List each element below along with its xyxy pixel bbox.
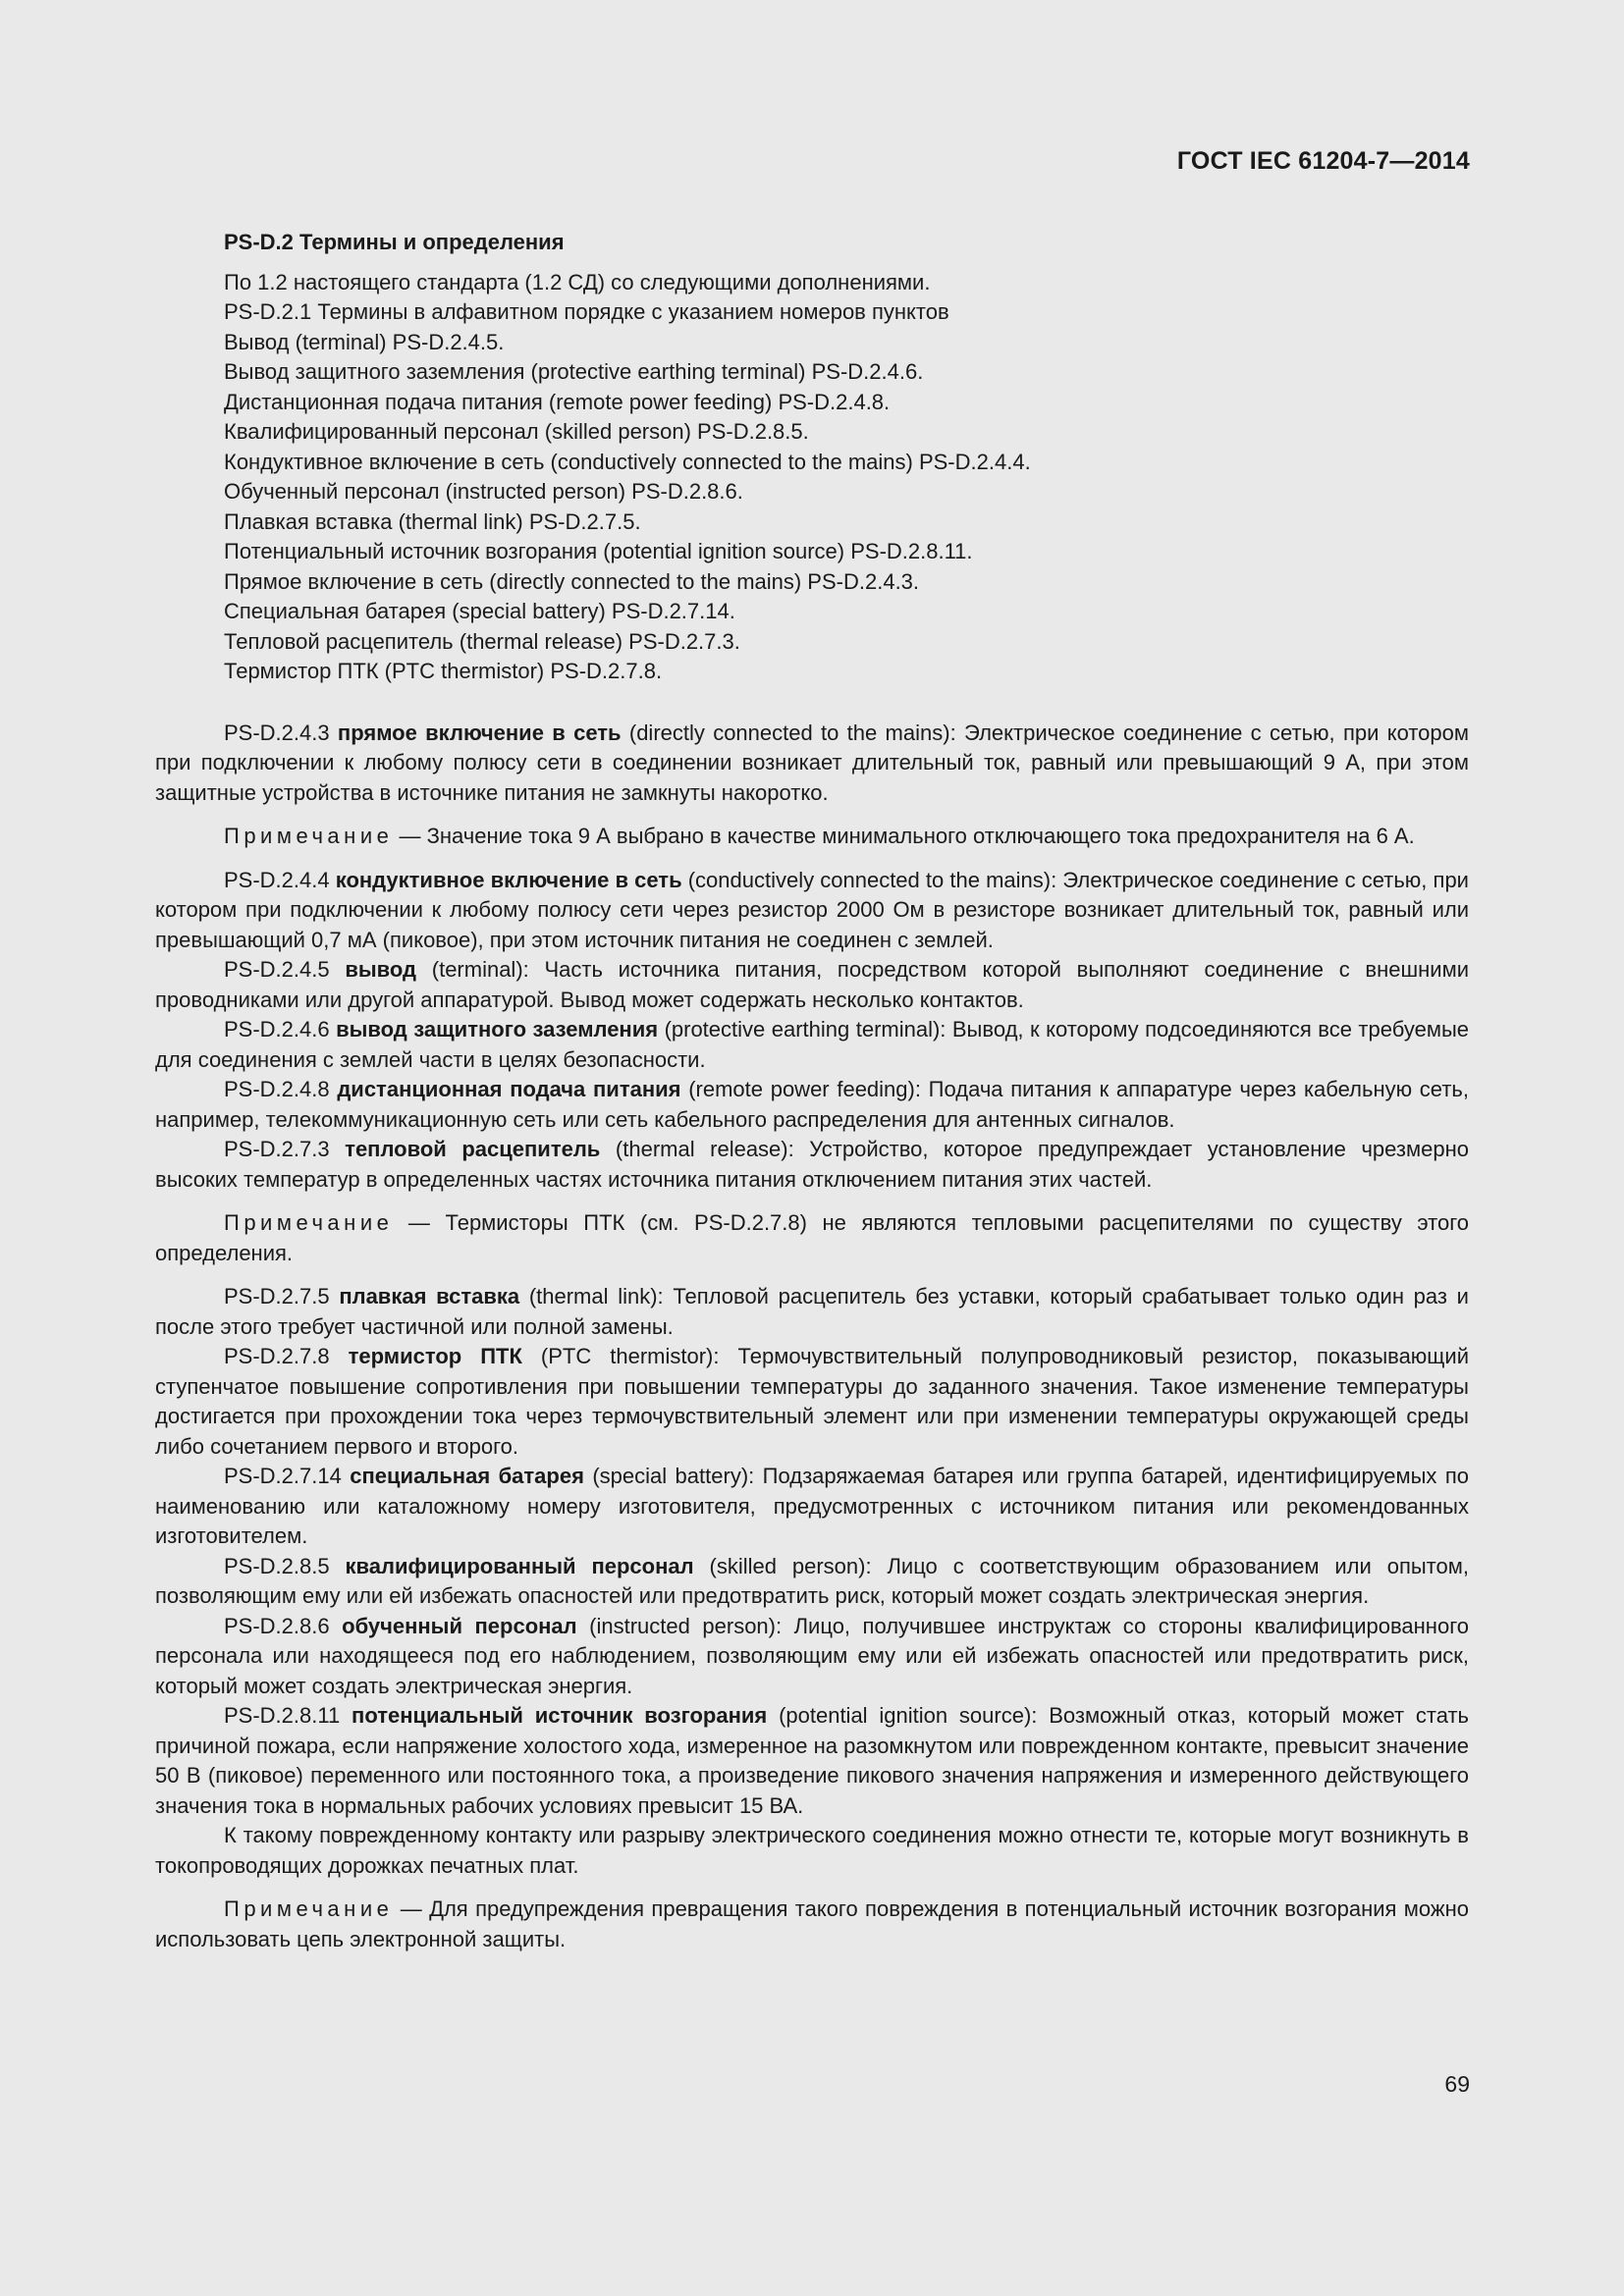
clause-number: PS-D.2.4.3 — [224, 720, 330, 745]
definition-paragraph — [155, 1612, 1469, 1702]
defined-term: вывод — [345, 957, 417, 982]
note-dash: — — [400, 1896, 422, 1921]
defined-term: потенциальный источник возгорания — [352, 1703, 768, 1728]
index-line: Обученный персонал (instructed person) PS-D.2.8.6. — [224, 479, 743, 504]
defined-term: дистанционная подача питания — [337, 1077, 681, 1101]
definition-text: (thermal release): Устройство, которое предупреждает установление чрезмерно высоких температур в определенных частях источника питания отключением питания этих частей. — [155, 1137, 1469, 1192]
clause-number: PS-D.2.8.5 — [224, 1553, 330, 1578]
page-number: 69 — [1444, 2071, 1470, 2097]
definition-paragraph — [155, 1701, 1469, 1821]
note-paragraph — [155, 1208, 1469, 1268]
defined-term: специальная батарея — [350, 1464, 584, 1488]
body-paragraph: К такому поврежденному контакту или разрыву электрического соединения можно отнести те, которые могут возникнуть в токопроводящих дорожках печатных плат. — [155, 1823, 1469, 1878]
definition-paragraph — [155, 1342, 1469, 1462]
clause-number: PS-D.2.7.5 — [224, 1284, 330, 1308]
document-header: ГОСТ IEC 61204-7—2014 — [1176, 147, 1470, 175]
clause-number: PS-D.2.4.4 — [224, 867, 330, 892]
definition-paragraph — [155, 955, 1469, 1015]
defined-term: обученный персонал — [342, 1613, 577, 1638]
index-line: Термистор ПТК (PTC thermistor) PS-D.2.7.8. — [224, 659, 663, 683]
definition-text: (instructed person): Лицо, получившее инструктаж со стороны квалифицированного персонала или находящееся под его наблюдением, позволяющим ему или ей избежать опасностей или предотвратить риск, который может создать электрическая энергия. — [155, 1613, 1469, 1698]
index-line: По 1.2 настоящего стандарта (1.2 СД) со следующими дополнениями. — [224, 269, 931, 294]
note-paragraph — [155, 822, 1469, 852]
section-title: PS-D.2 Термины и определения — [224, 230, 565, 254]
index-line: Потенциальный источник возгорания (potential ignition source) PS-D.2.8.11. — [224, 539, 973, 563]
definition-text: (terminal): Часть источника питания, посредством которой выполняют соединение с внешними проводниками или другой аппаратурой. Вывод может содержать несколько контактов. — [155, 957, 1469, 1012]
index-line: PS-D.2.1 Термины в алфавитном порядке с указанием номеров пунктов — [224, 299, 949, 324]
definition-text: (skilled person): Лицо с соответствующим образованием или опытом, позволяющим ему или ей избежать опасностей или предотвратить риск, который может создать электрическая энергия. — [155, 1553, 1469, 1608]
clause-number: PS-D.2.7.8 — [224, 1344, 330, 1368]
definition-paragraph — [155, 1015, 1469, 1075]
definition-text: (thermal link): Тепловой расцепитель без уставки, который срабатывает только один раз и после этого требует частичной или полной замены. — [155, 1284, 1469, 1339]
definition-paragraph — [155, 1075, 1469, 1135]
index-line: Плавкая вставка (thermal link) PS-D.2.7.5. — [224, 508, 641, 534]
defined-term: плавкая вставка — [339, 1284, 520, 1308]
defined-term: кондуктивное включение в сеть — [335, 867, 682, 892]
defined-term: прямое включение в сеть — [337, 720, 622, 745]
note-label: Примечание — [224, 1896, 394, 1921]
defined-term: вывод защитного заземления — [336, 1017, 659, 1041]
clause-number: PS-D.2.7.3 — [224, 1137, 330, 1161]
note-label: Примечание — [224, 824, 394, 848]
defined-term: тепловой расцепитель — [345, 1137, 601, 1161]
definition-text: (conductively connected to the mains): Электрическое соединение с сетью, при котором при подключении к любому полюсу сети через резистор 2000 Ом в резисторе возникает длительный ток, равный или превышающий 0,7 мА (пиковое), при этом источник питания не соединен с землей. — [155, 867, 1469, 952]
note-text: Для предупреждения превращения такого повреждения в потенциальный источник возгорания можно использовать цепь электронной защиты. — [155, 1896, 1469, 1951]
clause-number: PS-D.2.4.8 — [224, 1077, 330, 1101]
definition-text: (directly connected to the mains): Электрическое соединение с сетью, при котором при подключении к любому полюсу сети в соединении возникает длительный ток, равный или превышающий 9 А, при этом защитные устройства в источнике питания не замкнуты накоротко. — [155, 720, 1469, 805]
note-text: Значение тока 9 А выбрано в качестве минимального отключающего тока предохранителя на 6 А. — [426, 824, 1415, 848]
definition-text: (PTC thermistor): Термочувствительный полупроводниковый резистор, показывающий ступенчатое повышение сопротивления при повышении температуры до заданного значения. Такое изменение температуры достигается при прохождении тока через термочувствительный элемент или при изменении температуры окружающей среды либо сочетанием первого и второго. — [155, 1344, 1469, 1459]
definition-paragraph — [155, 1462, 1469, 1552]
note-dash: — — [407, 1210, 430, 1235]
index-line: Специальная батарея (special battery) PS-D.2.7.14. — [224, 599, 735, 623]
clause-number: PS-D.2.8.6 — [224, 1613, 330, 1638]
clause-number: PS-D.2.4.5 — [224, 957, 330, 982]
clause-number: PS-D.2.8.11 — [224, 1703, 341, 1728]
definition-paragraph — [155, 1135, 1469, 1195]
index-line: Кондуктивное включение в сеть (conductively connected to the mains) PS-D.2.4.4. — [224, 449, 1031, 474]
index-line: Прямое включение в сеть (directly connected to the mains) PS-D.2.4.3. — [224, 568, 920, 594]
definition-paragraph — [155, 1282, 1469, 1342]
index-line: Вывод (terminal) PS-D.2.4.5. — [224, 329, 505, 354]
note-text: Термисторы ПТК (см. PS-D.2.7.8) не являются тепловыми расцепителями по существу этого определения. — [155, 1210, 1469, 1265]
index-line: Дистанционная подача питания (remote power feeding) PS-D.2.4.8. — [224, 389, 891, 414]
definition-text: (protective earthing terminal): Вывод, к которому подсоединяются все требуемые для соединения с землей части в целях безопасности. — [155, 1017, 1469, 1072]
definition-paragraph — [155, 1552, 1469, 1612]
definition-text: (remote power feeding): Подача питания к аппаратуре через кабельную сеть, например, телекоммуникационную сеть или сеть кабельного распределения для антенных сигналов. — [155, 1077, 1469, 1132]
note-paragraph — [155, 1895, 1469, 1954]
index-line: Вывод защитного заземления (protective earthing terminal) PS-D.2.4.6. — [224, 359, 924, 384]
defined-term: термистор ПТК — [348, 1344, 522, 1368]
definition-text: (special battery): Подзаряжаемая батарея или группа батарей, идентифицируемых по наименованию или каталожному номеру изготовителя, предусмотренных с источником питания или рекомендованных изготовителем. — [155, 1464, 1469, 1548]
terms-index — [224, 268, 1469, 687]
definition-text: (potential ignition source): Возможный отказ, который может стать причиной пожара, если напряжение холостого хода, измеренное на разомкнутом или поврежденном контакте, превысит значение 50 В (пиковое) переменного или постоянного тока, а произведение пикового значения напряжения и измеренного действующего значения тока в нормальных рабочих условиях превысит 15 ВА. — [155, 1703, 1469, 1818]
note-label: Примечание — [224, 1210, 394, 1235]
index-line: Квалифицированный персонал (skilled person) PS-D.2.8.5. — [224, 419, 809, 444]
note-dash: — — [399, 824, 421, 848]
index-line: Тепловой расцепитель (thermal release) PS-D.2.7.3. — [224, 628, 740, 654]
clause-number: PS-D.2.4.6 — [224, 1017, 330, 1041]
defined-term: квалифицированный персонал — [345, 1553, 694, 1578]
definition-paragraph — [155, 719, 1469, 809]
document-body — [155, 228, 1469, 1954]
clause-number: PS-D.2.7.14 — [224, 1464, 342, 1488]
definition-paragraph — [155, 866, 1469, 956]
